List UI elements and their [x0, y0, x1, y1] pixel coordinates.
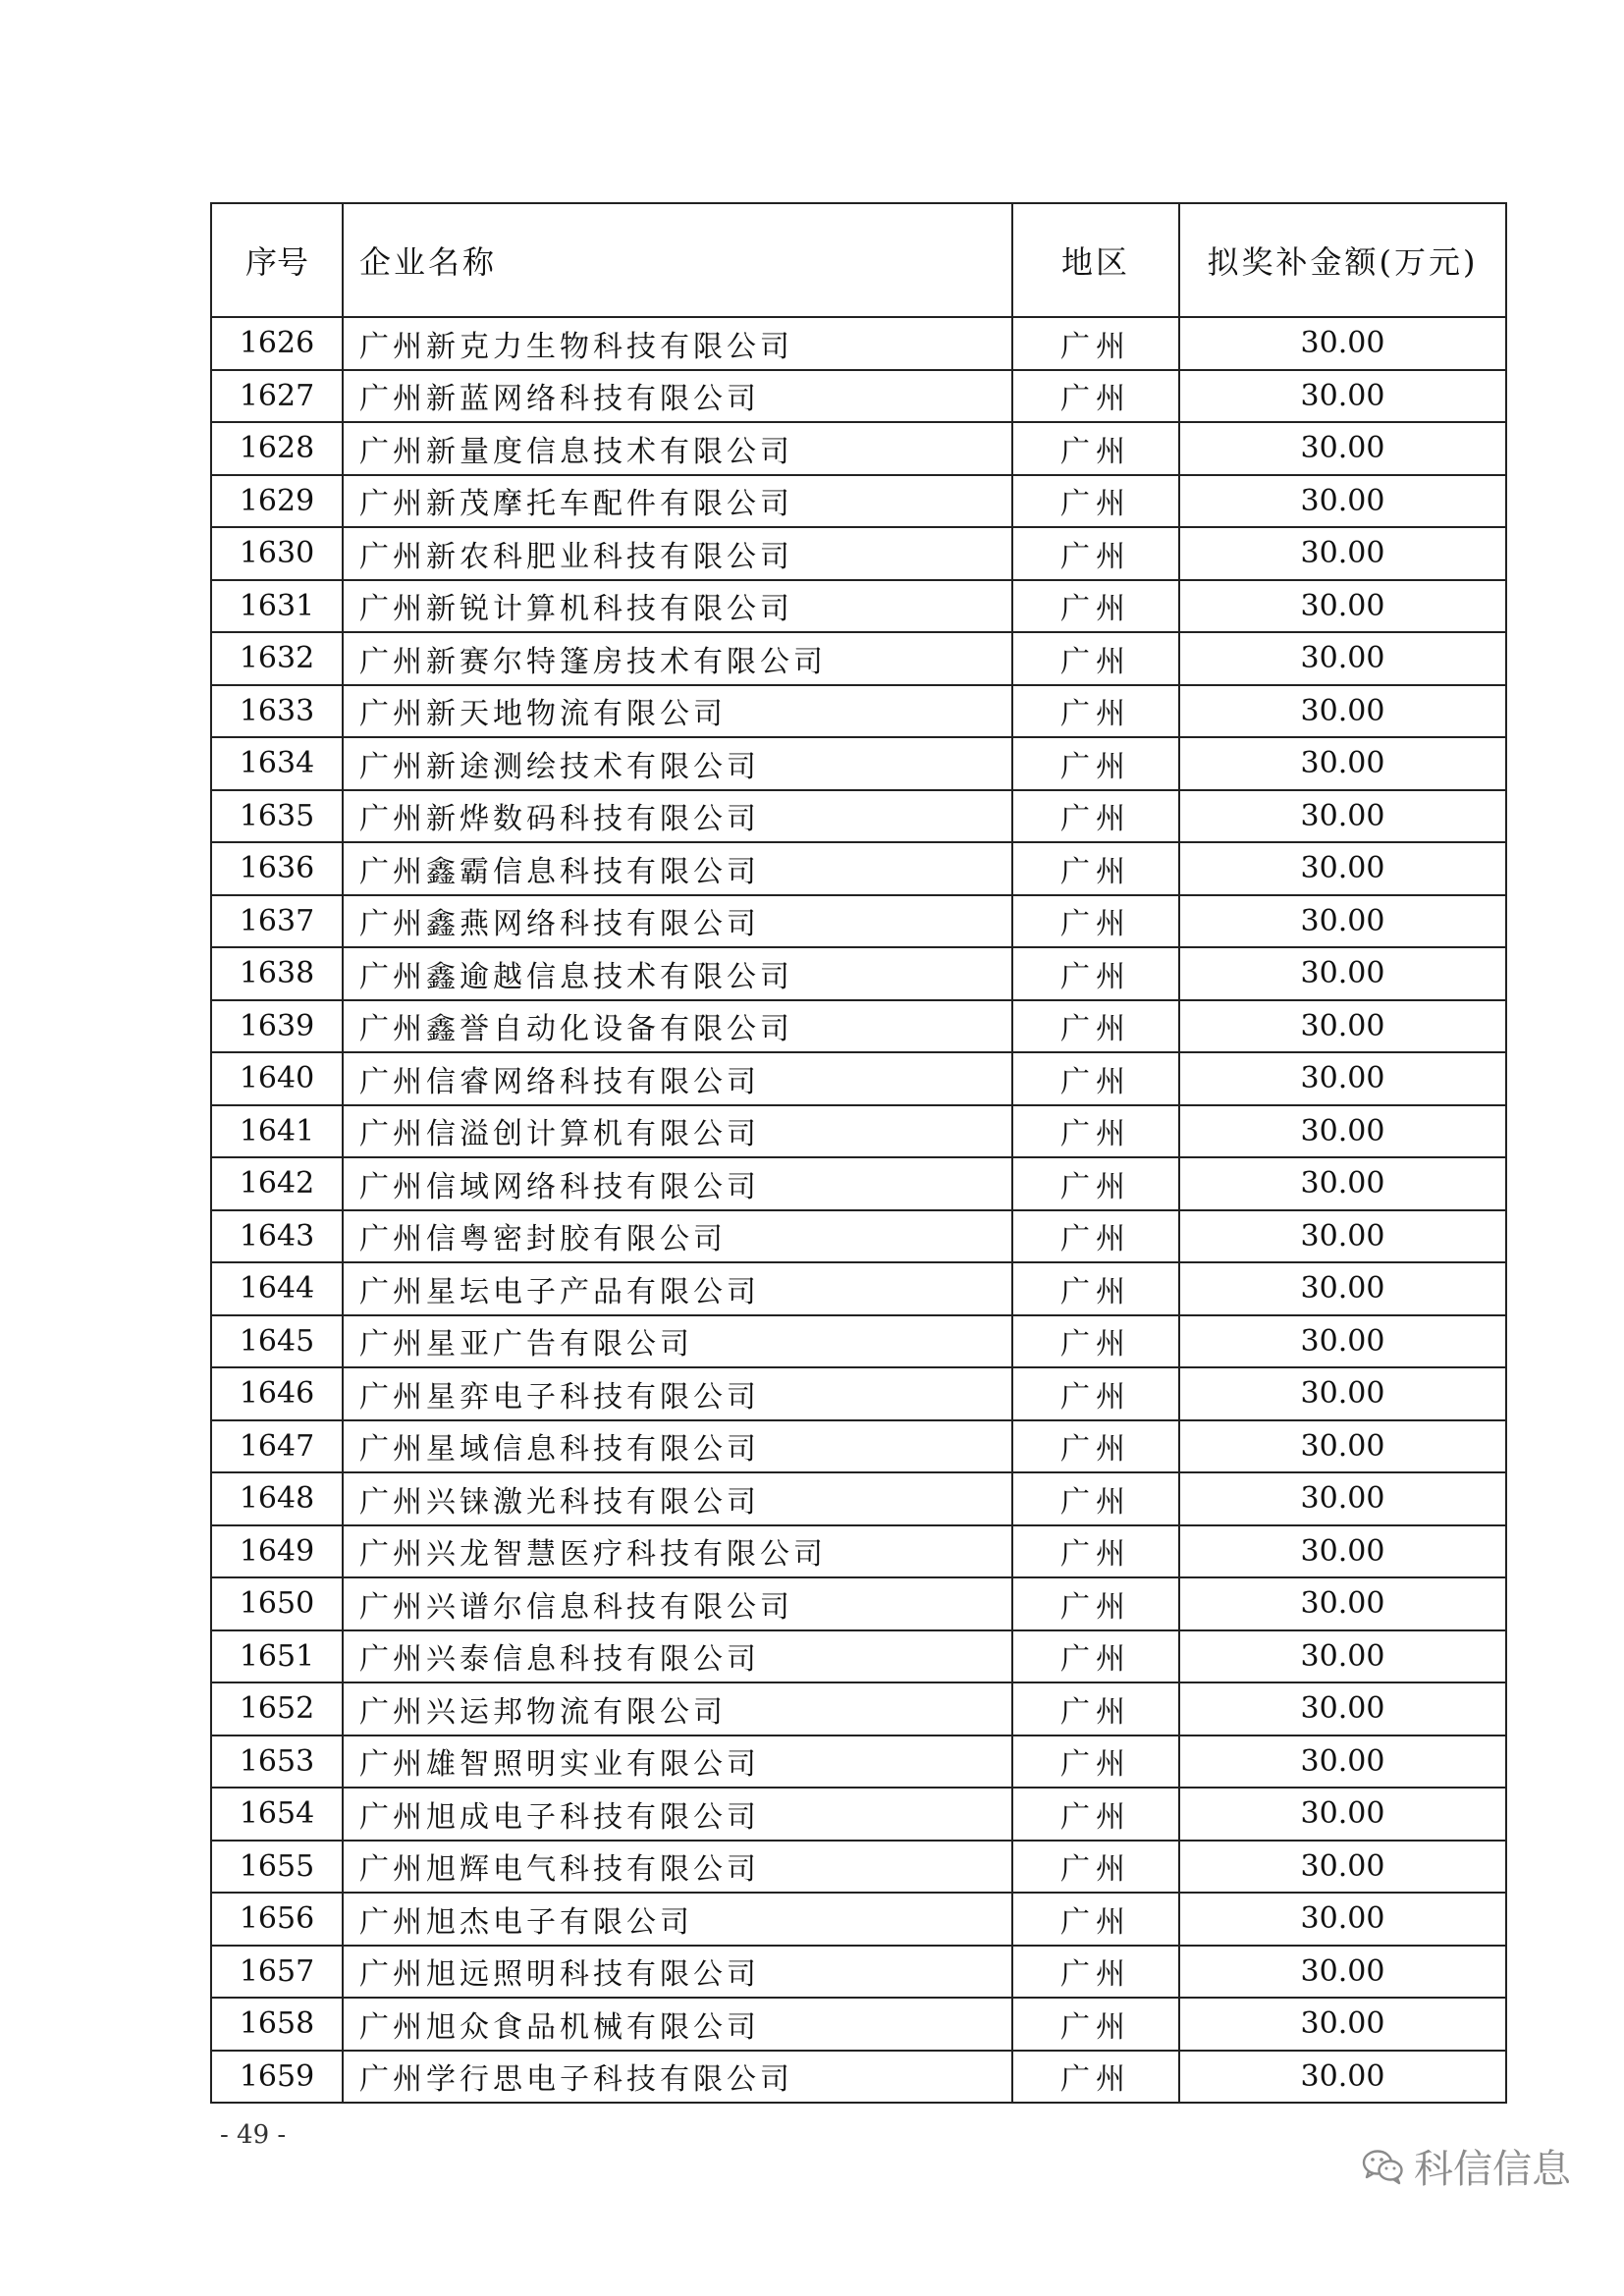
region-cell: 广州	[1012, 632, 1179, 685]
serial-number-cell: 1653	[211, 1735, 343, 1789]
serial-number-cell: 1640	[211, 1052, 343, 1105]
award-table	[210, 202, 1507, 2104]
award-amount-cell: 30.00	[1179, 1472, 1506, 1525]
company-name-cell: 广州新克力生物科技有限公司	[343, 317, 1012, 370]
table-row	[211, 1262, 1506, 1315]
region-cell: 广州	[1012, 527, 1179, 580]
region-cell: 广州	[1012, 1052, 1179, 1105]
region-cell: 广州	[1012, 1210, 1179, 1263]
company-name-cell: 广州学行思电子科技有限公司	[343, 2051, 1012, 2104]
award-amount-cell: 30.00	[1179, 1682, 1506, 1735]
table-header-row	[211, 203, 1506, 317]
award-amount-cell: 30.00	[1179, 2051, 1506, 2104]
table-row	[211, 632, 1506, 685]
award-amount-cell: 30.00	[1179, 685, 1506, 738]
table-row	[211, 527, 1506, 580]
table-row	[211, 1682, 1506, 1735]
award-amount-cell: 30.00	[1179, 1735, 1506, 1789]
region-cell: 广州	[1012, 1841, 1179, 1894]
company-name-cell: 广州鑫燕网络科技有限公司	[343, 895, 1012, 948]
table-row	[211, 1315, 1506, 1368]
company-name-cell: 广州新天地物流有限公司	[343, 685, 1012, 738]
table-row	[211, 2051, 1506, 2104]
table-row	[211, 422, 1506, 475]
company-name-cell: 广州旭成电子科技有限公司	[343, 1788, 1012, 1841]
company-name-cell: 广州新锐计算机科技有限公司	[343, 580, 1012, 633]
region-cell: 广州	[1012, 1420, 1179, 1473]
region-cell: 广州	[1012, 1000, 1179, 1053]
award-amount-cell: 30.00	[1179, 1052, 1506, 1105]
company-name-cell: 广州兴铼激光科技有限公司	[343, 1472, 1012, 1525]
serial-number-cell: 1646	[211, 1367, 343, 1420]
region-cell: 广州	[1012, 790, 1179, 843]
award-amount-cell: 30.00	[1179, 1630, 1506, 1683]
award-amount-cell: 30.00	[1179, 737, 1506, 790]
company-name-cell: 广州信粤密封胶有限公司	[343, 1210, 1012, 1263]
region-cell: 广州	[1012, 1682, 1179, 1735]
table-row	[211, 1841, 1506, 1894]
award-amount-cell: 30.00	[1179, 1841, 1506, 1894]
serial-number-cell: 1641	[211, 1105, 343, 1158]
award-amount-cell: 30.00	[1179, 1000, 1506, 1053]
table-row	[211, 1946, 1506, 1999]
region-cell: 广州	[1012, 317, 1179, 370]
table-row	[211, 1420, 1506, 1473]
serial-number-cell: 1650	[211, 1577, 343, 1630]
company-name-cell: 广州星弈电子科技有限公司	[343, 1367, 1012, 1420]
company-name-cell: 广州旭远照明科技有限公司	[343, 1946, 1012, 1999]
award-amount-cell: 30.00	[1179, 317, 1506, 370]
region-cell: 广州	[1012, 737, 1179, 790]
table-row	[211, 1525, 1506, 1578]
table-row	[211, 1367, 1506, 1420]
serial-number-cell: 1652	[211, 1682, 343, 1735]
header-serial-number: 序号	[211, 203, 343, 317]
serial-number-cell: 1651	[211, 1630, 343, 1683]
table-row	[211, 1735, 1506, 1789]
company-name-cell: 广州新茂摩托车配件有限公司	[343, 475, 1012, 528]
region-cell: 广州	[1012, 2051, 1179, 2104]
header-company-name: 企业名称	[343, 203, 1012, 317]
table-row	[211, 370, 1506, 423]
serial-number-cell: 1631	[211, 580, 343, 633]
wechat-icon	[1361, 2147, 1406, 2186]
serial-number-cell: 1639	[211, 1000, 343, 1053]
company-name-cell: 广州新蓝网络科技有限公司	[343, 370, 1012, 423]
serial-number-cell: 1644	[211, 1262, 343, 1315]
region-cell: 广州	[1012, 842, 1179, 895]
region-cell: 广州	[1012, 580, 1179, 633]
company-name-cell: 广州兴谱尔信息科技有限公司	[343, 1577, 1012, 1630]
region-cell: 广州	[1012, 1367, 1179, 1420]
award-amount-cell: 30.00	[1179, 1105, 1506, 1158]
award-amount-cell: 30.00	[1179, 527, 1506, 580]
region-cell: 广州	[1012, 1472, 1179, 1525]
company-name-cell: 广州新量度信息技术有限公司	[343, 422, 1012, 475]
company-name-cell: 广州信溢创计算机有限公司	[343, 1105, 1012, 1158]
serial-number-cell: 1659	[211, 2051, 343, 2104]
company-name-cell: 广州雄智照明实业有限公司	[343, 1735, 1012, 1789]
table-row	[211, 317, 1506, 370]
region-cell: 广州	[1012, 685, 1179, 738]
company-name-cell: 广州星坛电子产品有限公司	[343, 1262, 1012, 1315]
serial-number-cell: 1642	[211, 1157, 343, 1210]
region-cell: 广州	[1012, 1262, 1179, 1315]
company-name-cell: 广州新赛尔特篷房技术有限公司	[343, 632, 1012, 685]
award-amount-cell: 30.00	[1179, 580, 1506, 633]
award-amount-cell: 30.00	[1179, 895, 1506, 948]
serial-number-cell: 1655	[211, 1841, 343, 1894]
table-row	[211, 580, 1506, 633]
award-amount-cell: 30.00	[1179, 1157, 1506, 1210]
award-amount-cell: 30.00	[1179, 1577, 1506, 1630]
page-number: - 49 -	[220, 2120, 287, 2150]
serial-number-cell: 1636	[211, 842, 343, 895]
region-cell: 广州	[1012, 1788, 1179, 1841]
watermark	[1361, 2138, 1571, 2194]
award-amount-cell: 30.00	[1179, 475, 1506, 528]
serial-number-cell: 1645	[211, 1315, 343, 1368]
company-name-cell: 广州鑫誉自动化设备有限公司	[343, 1000, 1012, 1053]
serial-number-cell: 1626	[211, 317, 343, 370]
award-amount-cell: 30.00	[1179, 1262, 1506, 1315]
region-cell: 广州	[1012, 1735, 1179, 1789]
serial-number-cell: 1635	[211, 790, 343, 843]
award-amount-cell: 30.00	[1179, 1315, 1506, 1368]
header-award-amount: 拟奖补金额(万元)	[1179, 203, 1506, 317]
award-amount-cell: 30.00	[1179, 790, 1506, 843]
award-amount-cell: 30.00	[1179, 1367, 1506, 1420]
award-amount-cell: 30.00	[1179, 842, 1506, 895]
watermark-text: 科信信息	[1414, 2147, 1571, 2192]
region-cell: 广州	[1012, 1315, 1179, 1368]
company-name-cell: 广州星亚广告有限公司	[343, 1315, 1012, 1368]
company-name-cell: 广州兴运邦物流有限公司	[343, 1682, 1012, 1735]
award-amount-cell: 30.00	[1179, 1893, 1506, 1946]
award-amount-cell: 30.00	[1179, 1946, 1506, 1999]
company-name-cell: 广州新农科肥业科技有限公司	[343, 527, 1012, 580]
award-amount-cell: 30.00	[1179, 370, 1506, 423]
serial-number-cell: 1647	[211, 1420, 343, 1473]
serial-number-cell: 1632	[211, 632, 343, 685]
award-amount-cell: 30.00	[1179, 1998, 1506, 2051]
company-name-cell: 广州兴泰信息科技有限公司	[343, 1630, 1012, 1683]
award-amount-cell: 30.00	[1179, 947, 1506, 1000]
region-cell: 广州	[1012, 422, 1179, 475]
serial-number-cell: 1648	[211, 1472, 343, 1525]
company-name-cell: 广州鑫霸信息科技有限公司	[343, 842, 1012, 895]
serial-number-cell: 1637	[211, 895, 343, 948]
serial-number-cell: 1649	[211, 1525, 343, 1578]
serial-number-cell: 1634	[211, 737, 343, 790]
company-name-cell: 广州兴龙智慧医疗科技有限公司	[343, 1525, 1012, 1578]
table-row	[211, 685, 1506, 738]
table-row	[211, 1998, 1506, 2051]
region-cell: 广州	[1012, 1998, 1179, 2051]
table-row	[211, 1000, 1506, 1053]
company-name-cell: 广州旭辉电气科技有限公司	[343, 1841, 1012, 1894]
serial-number-cell: 1629	[211, 475, 343, 528]
company-name-cell: 广州旭众食品机械有限公司	[343, 1998, 1012, 2051]
award-amount-cell: 30.00	[1179, 422, 1506, 475]
region-cell: 广州	[1012, 895, 1179, 948]
region-cell: 广州	[1012, 370, 1179, 423]
region-cell: 广州	[1012, 1105, 1179, 1158]
region-cell: 广州	[1012, 1577, 1179, 1630]
table-row	[211, 1577, 1506, 1630]
table-row	[211, 842, 1506, 895]
award-amount-cell: 30.00	[1179, 632, 1506, 685]
table-row	[211, 1210, 1506, 1263]
serial-number-cell: 1658	[211, 1998, 343, 2051]
table-row	[211, 737, 1506, 790]
region-cell: 广州	[1012, 1525, 1179, 1578]
company-name-cell: 广州鑫逾越信息技术有限公司	[343, 947, 1012, 1000]
table-row	[211, 1052, 1506, 1105]
table-row	[211, 790, 1506, 843]
table-row	[211, 1630, 1506, 1683]
table-row	[211, 1788, 1506, 1841]
company-name-cell: 广州星域信息科技有限公司	[343, 1420, 1012, 1473]
serial-number-cell: 1657	[211, 1946, 343, 1999]
award-amount-cell: 30.00	[1179, 1420, 1506, 1473]
company-name-cell: 广州新烨数码科技有限公司	[343, 790, 1012, 843]
header-region: 地区	[1012, 203, 1179, 317]
award-amount-cell: 30.00	[1179, 1788, 1506, 1841]
serial-number-cell: 1638	[211, 947, 343, 1000]
region-cell: 广州	[1012, 475, 1179, 528]
region-cell: 广州	[1012, 947, 1179, 1000]
region-cell: 广州	[1012, 1946, 1179, 1999]
company-name-cell: 广州旭杰电子有限公司	[343, 1893, 1012, 1946]
table-row	[211, 1157, 1506, 1210]
serial-number-cell: 1656	[211, 1893, 343, 1946]
serial-number-cell: 1633	[211, 685, 343, 738]
region-cell: 广州	[1012, 1157, 1179, 1210]
table-row	[211, 1893, 1506, 1946]
serial-number-cell: 1628	[211, 422, 343, 475]
table-row	[211, 475, 1506, 528]
company-name-cell: 广州信域网络科技有限公司	[343, 1157, 1012, 1210]
company-name-cell: 广州新途测绘技术有限公司	[343, 737, 1012, 790]
serial-number-cell: 1630	[211, 527, 343, 580]
table-row	[211, 1472, 1506, 1525]
table-row	[211, 947, 1506, 1000]
table-row	[211, 1105, 1506, 1158]
serial-number-cell: 1627	[211, 370, 343, 423]
serial-number-cell: 1654	[211, 1788, 343, 1841]
table-row	[211, 895, 1506, 948]
region-cell: 广州	[1012, 1630, 1179, 1683]
award-amount-cell: 30.00	[1179, 1210, 1506, 1263]
award-amount-cell: 30.00	[1179, 1525, 1506, 1578]
serial-number-cell: 1643	[211, 1210, 343, 1263]
region-cell: 广州	[1012, 1893, 1179, 1946]
company-name-cell: 广州信睿网络科技有限公司	[343, 1052, 1012, 1105]
